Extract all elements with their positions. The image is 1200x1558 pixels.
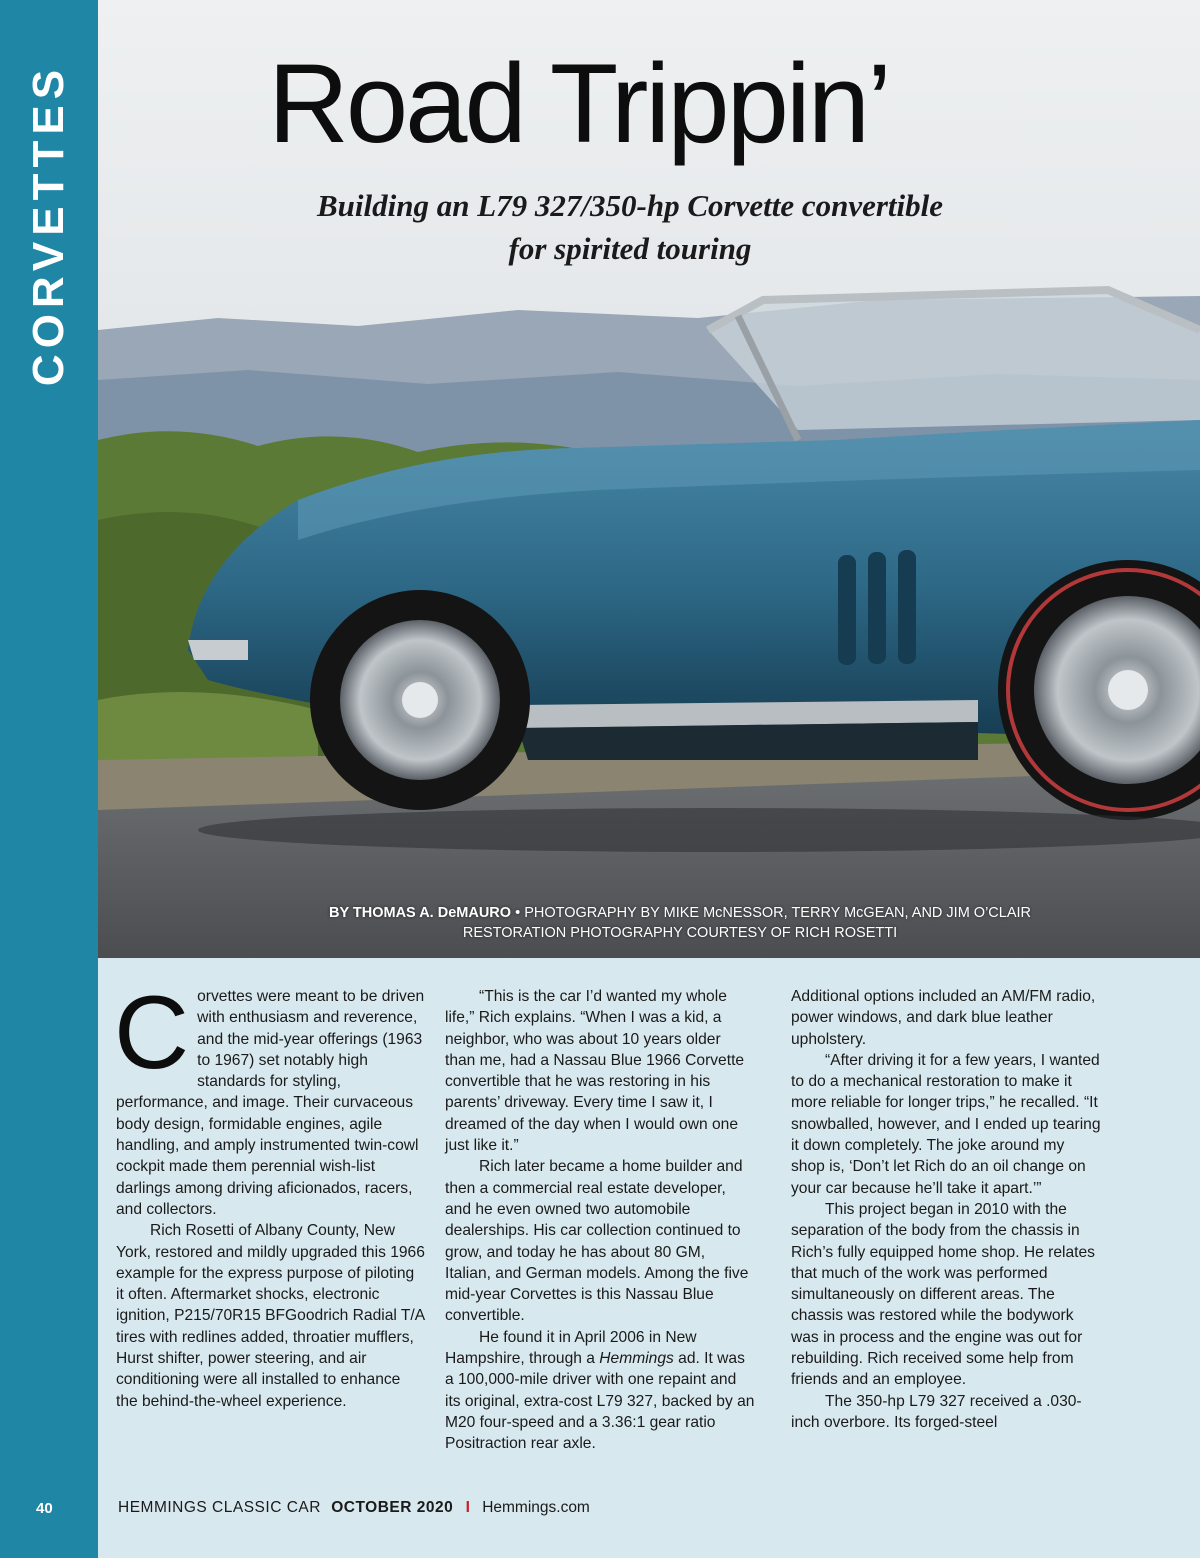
paragraph-text: ad. It was a 100,000-mile driver with one repaint and its original, extra-cost L79 327, backed by an M20 four-speed and a 3.36:1 gear ratio Positraction rear axle. bbox=[445, 1350, 755, 1453]
credits-line-1 bbox=[160, 903, 1200, 923]
website-link[interactable]: Hemmings.com bbox=[482, 1499, 590, 1516]
article-paragraph: This project began in 2010 with the separation of the body from the chassis in Rich’s fully equipped home shop. He relates that much of the work was performed simultaneously on different areas. The chassis was restored while the bodywork was in process and the engine was out for rebuilding. Rich received some help from friends and an employee. bbox=[791, 1200, 1095, 1389]
photo-credits bbox=[160, 903, 1200, 943]
credits-separator: • bbox=[515, 905, 521, 921]
article-paragraph: “After driving it for a few years, I wanted to do a mechanical restoration to make it more reliable for longer trips,” he recalled. “It snowballed, however, and I ended up tearing it down completely. The joke around my shop is, ‘Don’t let Rich do an oil change on your car because he’ll take it apart.’” bbox=[791, 1051, 1101, 1197]
magazine-name: HEMMINGS CLASSIC CAR bbox=[118, 1499, 321, 1516]
article-paragraph: Rich later became a home builder and then a commercial real estate developer, and he even owned two automobile dealerships. His car collection continued to grow, and today he has about 80 GM, Italian, and German models. Among the five mid-year Corvettes is this Nassau Blue convertible. bbox=[445, 1158, 749, 1325]
article-paragraph: Additional options included an AM/FM radio, power windows, and dark blue leather upholstery. bbox=[791, 988, 1096, 1048]
restoration-credit: RESTORATION PHOTOGRAPHY COURTESY OF RICH ROSETTI bbox=[462, 925, 898, 941]
article-paragraph: Rich Rosetti of Albany County, New York, restored and mildly upgraded this 1966 example for the express purpose of piloting it often. Aftermarket shocks, electronic ignition, P215/70R15 BFGoodrich Radial T/A tires with redlines added, throatier mufflers, Hurst shifter, power steering, and air conditioning were all installed to enhance the behind-the-wheel experience. bbox=[116, 1222, 425, 1410]
issue-date: OCTOBER 2020 bbox=[331, 1499, 454, 1516]
article-title: Road Trippin’ bbox=[268, 41, 889, 166]
footer-divider: I bbox=[465, 1499, 470, 1516]
page-number: 40 bbox=[36, 1500, 53, 1517]
deck-line-1: Building an L79 327/350-hp Corvette convertible bbox=[316, 188, 944, 223]
page-footer bbox=[118, 1499, 590, 1517]
article-deck bbox=[190, 184, 1070, 270]
paragraph-text: He found it in April 2006 in New Hampshire, through a bbox=[445, 1328, 697, 1368]
section-sidebar bbox=[0, 0, 98, 1558]
article-paragraph: “This is the car I’d wanted my whole life,” Rich explains. “When I was a kid, a neighbor, who was about 10 years older than me, had a Nassau Blue 1966 Corvette convertible that he was restoring in his parents’ driveway. Every time I saw it, I dreamed of the day when I would own one just like it.” bbox=[445, 988, 745, 1155]
paragraph-text: orvettes were meant to be driven with enthusiasm and reverence, and the mid-year offerings (1963 to 1967) set notably high standards for styling, performance, and image. Their curvaceous body design, formidable engines, agile handling, and amply instrumented twin-cowl cockpit made them perennial wish-list darlings among driving aficionados, racers, and collectors. bbox=[116, 988, 425, 1218]
publication-name: Hemmings bbox=[599, 1350, 674, 1368]
article-column-3 bbox=[791, 986, 1101, 1433]
article-column-2 bbox=[445, 986, 755, 1455]
deck-line-2: for spirited touring bbox=[508, 231, 752, 266]
section-label: CORVETTES bbox=[24, 63, 73, 387]
photography-credit: PHOTOGRAPHY BY MIKE McNESSOR, TERRY McGEAN, AND JIM O’CLAIR bbox=[524, 905, 1032, 921]
article-paragraph: The 350-hp L79 327 received a .030-inch overbore. Its forged-steel bbox=[791, 1392, 1082, 1431]
article-paragraph bbox=[114, 975, 426, 1220]
article-column-1 bbox=[114, 975, 426, 1412]
drop-cap: C bbox=[114, 975, 190, 1091]
byline: BY THOMAS A. DeMAURO bbox=[328, 905, 512, 921]
article-paragraph bbox=[445, 1327, 755, 1455]
